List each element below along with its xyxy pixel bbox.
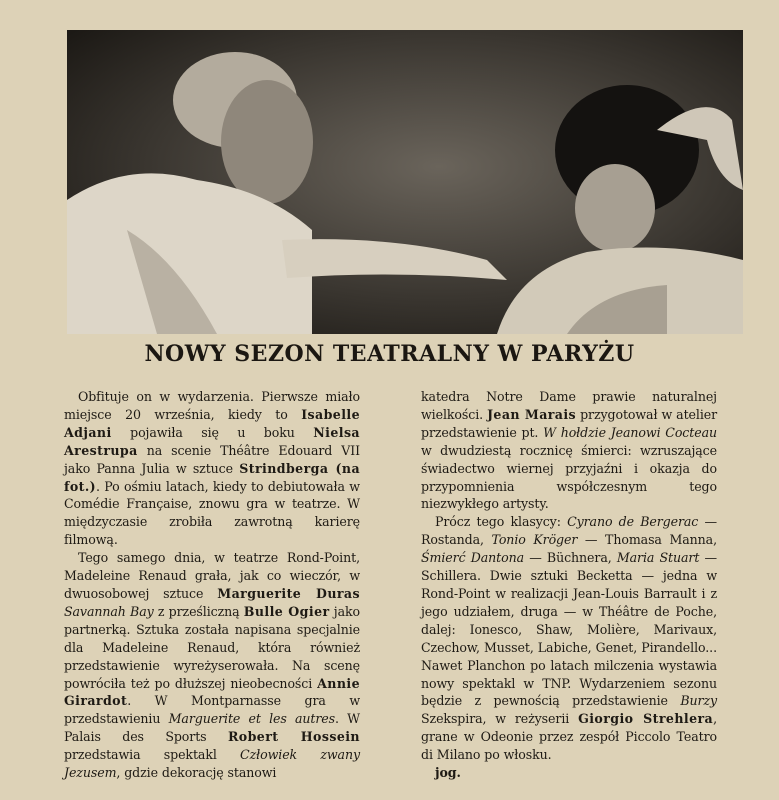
name-arestrup: Nielsa Arestrupa <box>64 424 360 458</box>
name-strehler: Giorgio Strehlera <box>578 711 714 727</box>
article-column-right <box>421 388 717 782</box>
title-savannah-bay: Savannah Bay <box>64 603 154 619</box>
name-adjani: Isabelle Adjani <box>64 406 360 440</box>
article-title: NOWY SEZON TEATRALNY W PARYŻU <box>144 341 635 367</box>
article-column-left <box>64 388 360 782</box>
title-burzy: Burzy <box>680 693 717 709</box>
title-smierc: Śmierć Dantona <box>421 550 525 566</box>
paragraph: Prócz tego klasycy: Cyrano de Bergerac — Rostanda, Tonio Kröger — Thomasa Manna, Śmierć Dantona — Büchnera, Maria Stuart — Schillera. Dwie sztuki Becketta — jedna w Rond-Point w realizacji Jean-Louis Barrault i z jego udziałem, druga — w Théâtre de Poche, dalej: Ionesco, Shaw, Molière, Marivaux, Czechow, Musset, Labiche, Genet, Pirandello... Nawet Planchon po latach milczenia wystawia nowy spektakl w TNP. Wydarzeniem sezonu będzie z pewnością przedstawienie Burzy Szekspira, w reżyserii Giorgio Strehlera, grane w Odeonie przez zespół Piccolo Teatro di Milano po włosku. <box>421 514 717 763</box>
name-hossein: Robert Hossein <box>227 729 360 745</box>
title-maria: Maria Stuart <box>616 550 700 566</box>
name-strindberg: Strindberga <box>239 460 329 476</box>
author-signature: jog. <box>435 765 461 781</box>
paragraph: katedra Notre Dame prawie naturalnej wielkości. Jean Marais przygotował w atelier przedstawienie pt. W hołdzie Jeanowi Cocteau w dwudziestą rocznicę śmierci: wzruszające świadectwo wiernej przyjaźni i okazja do przypomnienia współczesnym tego niezwykłego artysty. <box>421 389 718 512</box>
title-cyrano: Cyrano de Bergerac <box>567 514 699 530</box>
article-photo <box>67 30 743 334</box>
title-tonio: Tonio Kröger <box>491 532 578 548</box>
name-girardot: Annie Girardot <box>64 675 360 709</box>
title-czlowiek: Człowiek zwany Jezusem <box>64 747 360 781</box>
stage-photo-illustration <box>67 30 743 334</box>
name-duras: Marguerite Duras <box>217 585 360 601</box>
title-marguerite: Marguerite et les autres <box>168 711 335 727</box>
paragraph: Obfituje on w wydarzenia. Pierwsze miało miejsce 20 września, kiedy to Isabelle Adjani pojawiła się u boku Nielsa Arestrupa na scenie Théâtre Edouard VII jako Panna Julia w sztuce Strindberga (na fot.). Po ośmiu latach, kiedy to debiutowała w Comédie Française, znowu gra w teatrze. W międzyczasie zrobiła zawrotną karierę filmową. <box>64 389 361 548</box>
name-ogier: Bulle Ogier <box>243 603 330 619</box>
paragraph: Tego samego dnia, w teatrze Rond-Point, Madeleine Renaud grała, jak co wieczór, w dwuosobowej sztuce Marguerite Duras Savannah Bay z prześliczną Bulle Ogier jako partnerką. Sztuka została napisana specjalnie dla Madeleine Renaud, która również przedstawienie wyreżyserowała. Na scenę powróciła też po dłuższej nieobecności Annie Girardot. W Montparnasse gra w przedstawieniu Marguerite et les autres. W Palais des Sports Robert Hossein przedstawia spektakl Człowiek zwany Jezusem, gdzie dekorację stanowi <box>64 550 361 781</box>
name-marais: Jean Marais <box>487 406 577 422</box>
title-hold: W hołdzie Jeanowi Cocteau <box>543 424 717 440</box>
